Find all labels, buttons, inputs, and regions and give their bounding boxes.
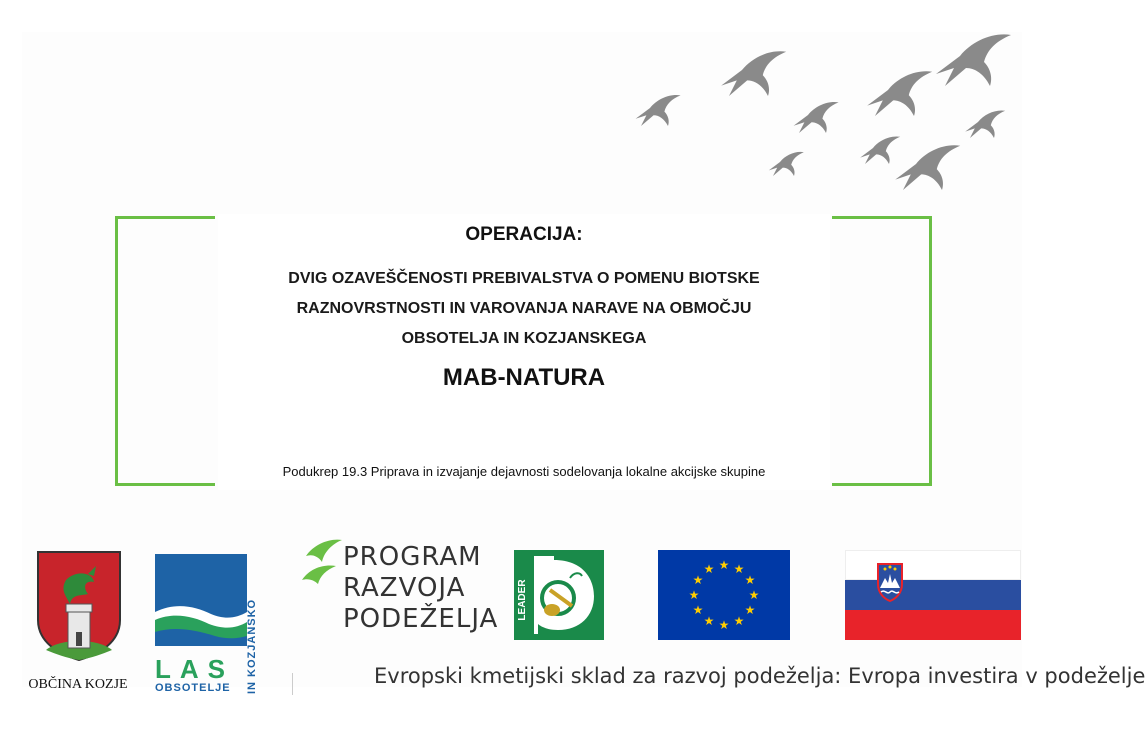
swallow-icon xyxy=(936,34,1011,86)
swallow-icon xyxy=(860,136,900,164)
program-razvoja-podezelja-logo xyxy=(300,534,499,644)
las-emblem xyxy=(155,554,247,646)
divider xyxy=(292,673,293,695)
swallow-icon xyxy=(794,102,839,133)
description-line: OBSOTELJA IN KOZJANSKEGA xyxy=(401,330,647,347)
logos-row xyxy=(0,540,1145,700)
slovenia-coat-icon xyxy=(875,562,905,602)
eu-star-icon: ★ xyxy=(733,562,745,576)
description-line: DVIG OZAVEŠČENOSTI PREBIVALSTVA O POMENU BIOTSKE xyxy=(288,270,760,287)
eu-star-icon: ★ xyxy=(718,558,730,572)
swallow-icon xyxy=(965,110,1005,138)
fund-slogan: Evropski kmetijski sklad za razvoj podeželja: Evropa investira v podeželje xyxy=(374,664,1145,688)
kozje-coat-of-arms xyxy=(36,550,122,662)
swallow-icon xyxy=(867,71,932,116)
eu-star-icon: ★ xyxy=(703,562,715,576)
eu-star-icon: ★ xyxy=(703,614,715,628)
eu-flag xyxy=(658,550,790,640)
project-name: MAB-NATURA xyxy=(442,364,606,391)
swallow-icon xyxy=(721,51,786,96)
program-line: RAZVOJA xyxy=(343,573,466,603)
description-line: RAZNOVRSTNOSTI IN VAROVANJA NARAVE NA OBMOČJU xyxy=(296,300,752,317)
las-kozjansko: IN KOZJANSKO xyxy=(246,598,258,694)
operation-description xyxy=(238,264,810,354)
green-bracket-right xyxy=(832,216,932,486)
program-line: PROGRAM xyxy=(343,542,482,572)
municipality-caption: OBČINA KOZJE xyxy=(28,677,128,692)
program-line: PODEŽELJA xyxy=(343,604,499,634)
eu-star-icon: ★ xyxy=(718,618,730,632)
swallow-icon xyxy=(636,95,681,126)
green-swallows-icon xyxy=(300,534,344,594)
operation-label: OPERACIJA: xyxy=(465,224,583,245)
leader-logo xyxy=(514,550,604,640)
leader-label: LEADER xyxy=(517,579,528,621)
operation-box xyxy=(218,214,830,490)
swallow-icon xyxy=(769,152,804,176)
green-bracket-left xyxy=(115,216,215,486)
las-obsotelje: OBSOTELJE xyxy=(155,682,231,694)
eu-star-icon: ★ xyxy=(692,603,704,617)
las-logo xyxy=(155,554,265,694)
eu-star-icon: ★ xyxy=(748,588,760,602)
eu-star-icon: ★ xyxy=(744,603,756,617)
swallows-decoration xyxy=(0,0,1036,200)
eu-star-icon: ★ xyxy=(688,588,700,602)
eu-star-icon: ★ xyxy=(692,573,704,587)
swallow-icon xyxy=(895,145,960,190)
eu-star-icon: ★ xyxy=(744,573,756,587)
las-letters: LAS xyxy=(155,654,234,684)
submeasure-text: Podukrep 19.3 Priprava in izvajanje dejavnosti sodelovanja lokalne akcijske skupine xyxy=(282,464,766,479)
slovenia-flag xyxy=(845,550,1021,640)
eu-star-icon: ★ xyxy=(733,614,745,628)
program-text xyxy=(343,542,498,635)
